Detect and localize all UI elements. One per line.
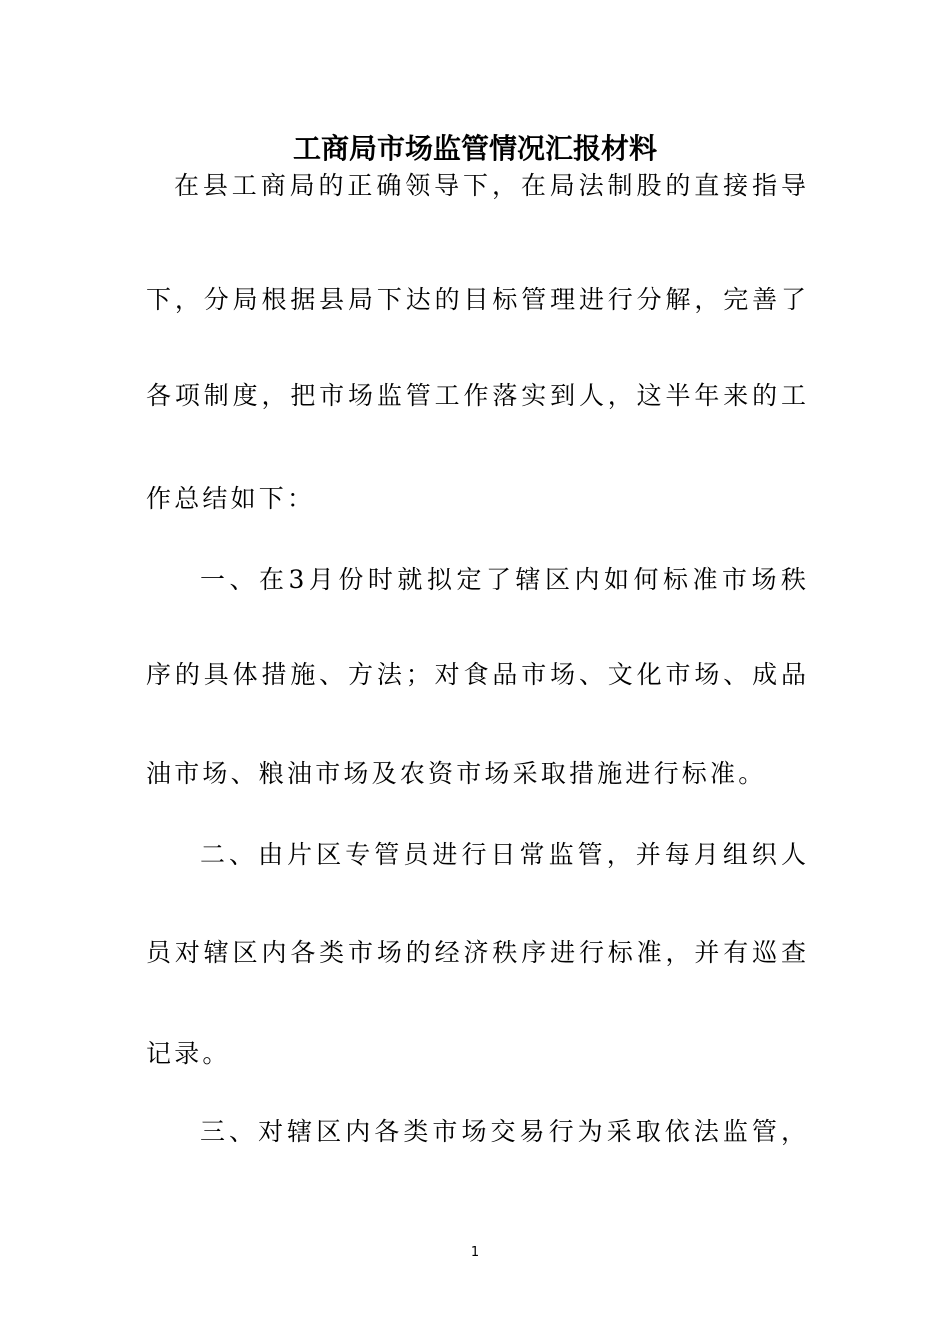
paragraph-line: 记录。 [146,1039,231,1068]
paragraph-line: 三、对辖区内各类市场交易行为采取依法监管， [200,1117,806,1146]
page-number: 1 [470,1245,480,1260]
document-title: 工商局市场监管情况汇报材料 [292,132,657,165]
paragraph-line: 作总结如下： [146,484,316,513]
paragraph-line: 一、在3月份时就拟定了辖区内如何标准市场秩 [200,565,806,594]
paragraph-line: 各项制度，把市场监管工作落实到人，这半年来的工 [146,381,806,410]
paragraph-line: 员对辖区内各类市场的经济秩序进行标准，并有巡查 [146,938,806,967]
paragraph-line: 序的具体措施、方法；对食品市场、文化市场、成品 [146,660,806,689]
paragraph-line: 二、由片区专管员进行日常监管，并每月组织人 [200,840,806,869]
paragraph-line: 在县工商局的正确领导下，在局法制股的直接指导 [174,171,806,200]
paragraph-line: 油市场、粮油市场及农资市场采取措施进行标准。 [146,759,767,788]
paragraph-line: 下，分局根据县局下达的目标管理进行分解，完善了 [146,285,806,314]
